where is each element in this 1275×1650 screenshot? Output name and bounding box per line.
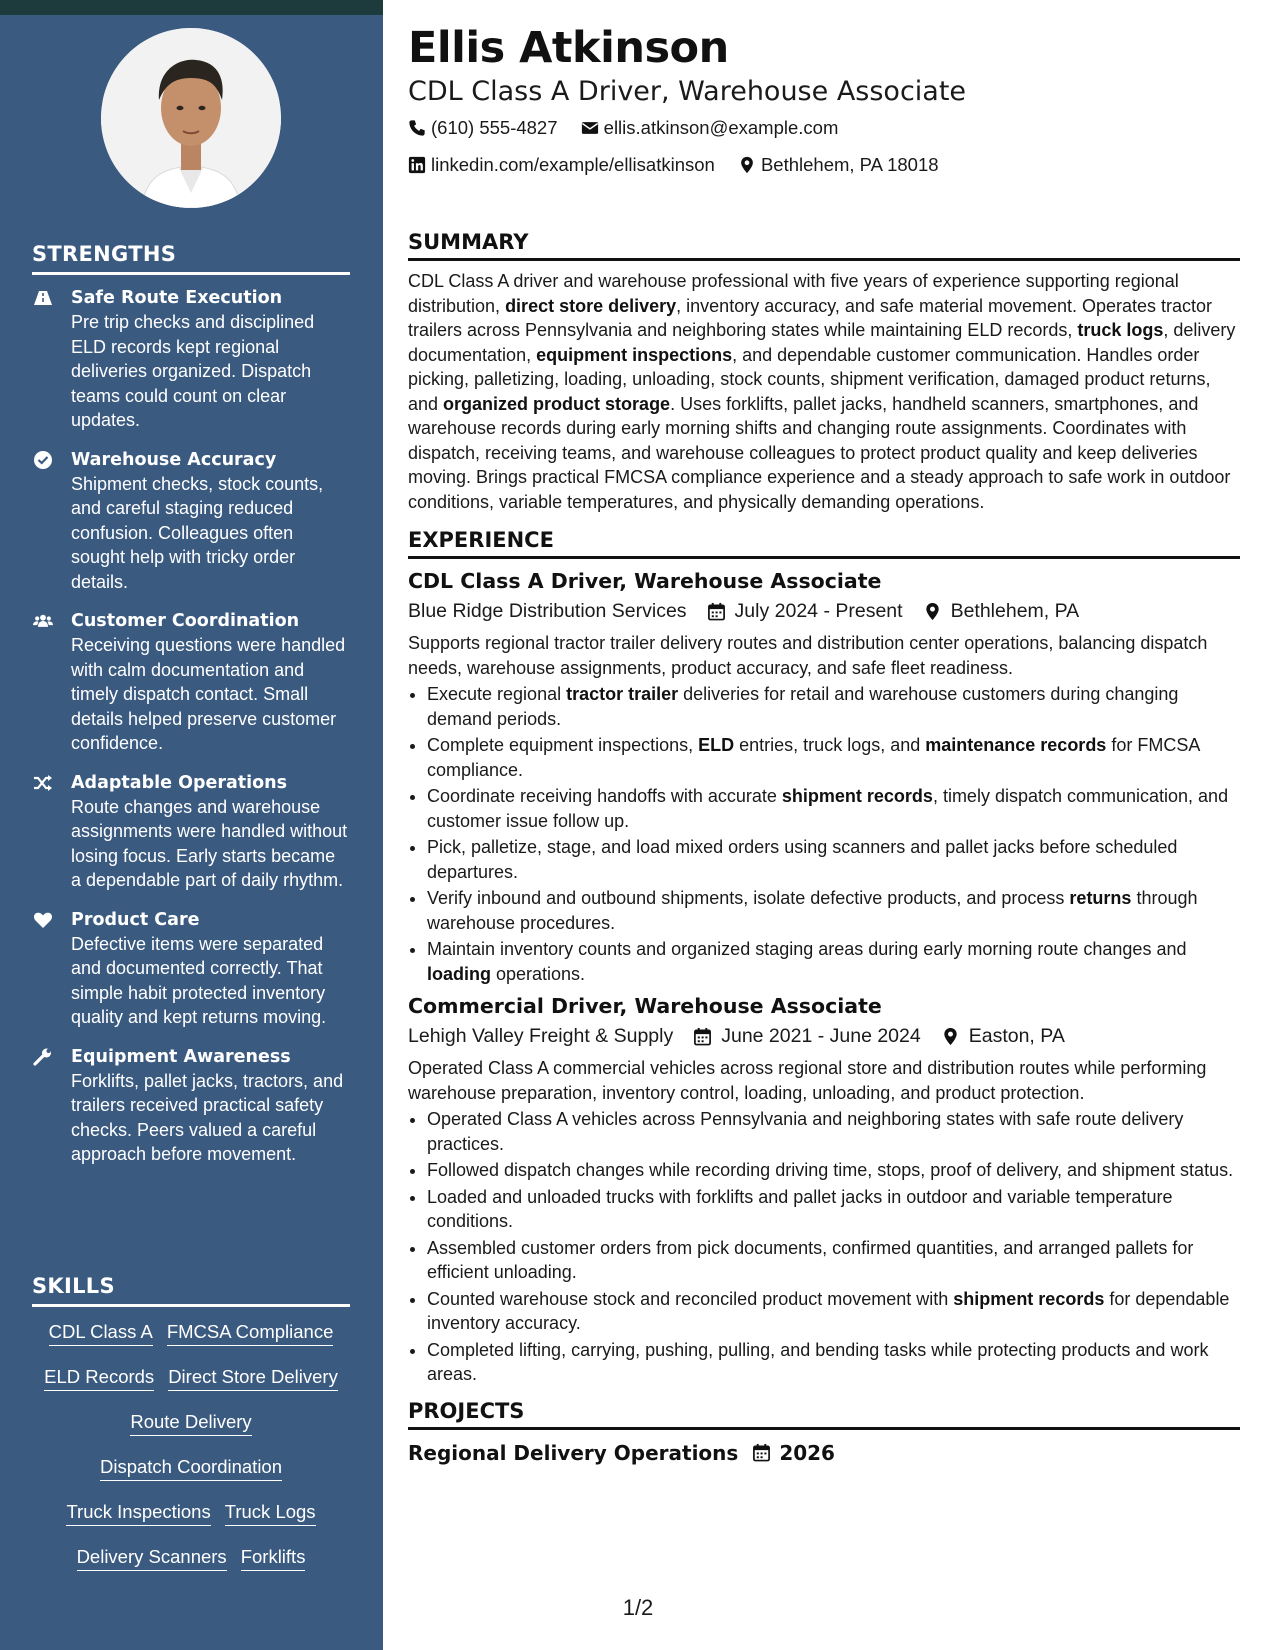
summary-segment: CDL Class A driver and warehouse professional with five years of experience supporting regional distribution, — [408, 271, 1179, 316]
skill-row — [32, 1455, 350, 1481]
job-bullet: • Counted warehouse stock and reconciled product movement with shipment records for dependable inventory accuracy. — [427, 1287, 1240, 1336]
job-description: Supports regional tractor trailer delivery routes and distribution center operations, balancing dispatch needs, warehouse assignments, product accuracy, and safe fleet readiness. — [408, 633, 1208, 678]
project-name: Regional Delivery Operations — [408, 1440, 739, 1465]
linkedin-text: linkedin.com/example/ellisatkinson — [431, 154, 715, 175]
phone-text: (610) 555-4827 — [431, 117, 558, 138]
contact-row — [408, 149, 1240, 184]
skill-tag: Route Delivery — [130, 1410, 251, 1436]
location-text: Bethlehem, PA 18018 — [760, 154, 939, 175]
experience-heading: EXPERIENCE — [408, 528, 1240, 559]
contact-row — [408, 112, 1240, 147]
job-bullet: • Operated Class A vehicles across Pennsylvania and neighboring states with safe route delivery practices. — [427, 1107, 1240, 1156]
projects-heading: PROJECTS — [408, 1399, 1240, 1430]
location-contact — [738, 149, 939, 181]
skill-row — [32, 1410, 350, 1436]
strength-title: Customer Coordination — [71, 611, 300, 631]
strength-description: Pre trip checks and disciplined ELD records kept regional deliveries organized. Dispatch teams could count on clear updates. — [71, 312, 315, 430]
job-bullet: • Complete equipment inspections, ELD entries, truck logs, and maintenance records for FMCSA compliance. — [427, 733, 1240, 782]
job-bullets — [408, 682, 1240, 986]
job-description: Operated Class A commercial vehicles across regional store and distribution routes while performing warehouse preparation, inventory control, loading, unloading, and product protection. — [408, 1058, 1207, 1103]
skill-tag: Direct Store Delivery — [168, 1365, 338, 1391]
job-meta — [408, 1020, 1240, 1052]
heart-icon — [32, 910, 54, 930]
strengths-list — [32, 286, 350, 1182]
strength-item — [32, 908, 350, 1030]
job-title: CDL Class A Driver, Warehouse Associate — [408, 569, 882, 593]
skills-list — [32, 1320, 350, 1590]
users-icon — [32, 611, 54, 631]
summary-segment: . Uses forklifts, pallet jacks, handheld scanners, smartphones, and warehouse records during early morning shifts and changing route assignments. Coordinates with dispatch, receiving teams, and warehouse colleagues to protect product quality and keep deliveries moving. Brings practical FMCSA compliance experience and a steady approach to safe work in outdoor conditions, variable temperatures, and physically demanding operations. — [408, 393, 1231, 512]
summary-keyword: organized product storage — [443, 393, 671, 414]
company-name: Blue Ridge Distribution Services — [408, 600, 687, 622]
summary-segment: , and dependable customer communication. Handles order picking, palletizing, loading, unloading, stock counts, shipment verification, damaged product returns, and — [408, 344, 1211, 414]
avatar — [101, 28, 281, 208]
job-dates: July 2024 - Present — [734, 600, 903, 622]
strengths-heading: STRENGTHS — [32, 242, 350, 275]
summary-keyword: truck logs — [1077, 320, 1164, 340]
strength-item — [32, 448, 350, 595]
sidebar — [0, 0, 383, 1650]
skill-row — [32, 1545, 350, 1571]
strength-title: Product Care — [71, 909, 200, 930]
summary-keyword: direct store delivery — [505, 295, 677, 316]
job-entry — [408, 567, 1240, 986]
skill-tag: ELD Records — [44, 1365, 154, 1391]
summary-segment: , inventory accuracy, and safe material movement. Operates tractor trailers across Pennsylvania and neighboring states while maintaining ELD records, — [408, 295, 1213, 340]
profile-photo — [101, 28, 281, 208]
wrench-icon — [32, 1047, 54, 1067]
skill-tag: Truck Logs — [225, 1500, 316, 1526]
job-bullet: • Followed dispatch changes while recording driving time, stops, proof of delivery, and shipment status. — [427, 1158, 1240, 1183]
strength-description: Receiving questions were handled with calm documentation and timely dispatch contact. Small details helped preserve customer confidence. — [71, 635, 346, 753]
strength-title: Equipment Awareness — [71, 1046, 291, 1067]
map-pin-icon — [738, 156, 756, 174]
summary-heading: SUMMARY — [408, 230, 1240, 261]
job-bullet: • Assembled customer orders from pick documents, confirmed quantities, and arranged pallets for efficient unloading. — [427, 1236, 1240, 1285]
strength-item — [32, 771, 350, 893]
envelope-icon — [581, 119, 599, 137]
job-meta — [408, 595, 1240, 627]
job-bullet: • Loaded and unloaded trucks with forklifts and pallet jacks in outdoor and variable temperature conditions. — [427, 1185, 1240, 1234]
company-name: Lehigh Valley Freight & Supply — [408, 1025, 674, 1047]
job-title: Commercial Driver, Warehouse Associate — [408, 994, 882, 1018]
skill-tag: Delivery Scanners — [77, 1545, 227, 1571]
job-bullet: • Execute regional tractor trailer deliveries for retail and warehouse customers during changing demand periods. — [427, 682, 1240, 731]
strength-description: Forklifts, pallet jacks, tractors, and trailers received practical safety checks. Peers valued a careful approach before movement. — [71, 1070, 344, 1164]
job-bullet: • Verify inbound and outbound shipments, isolate defective products, and process returns through warehouse procedures. — [427, 886, 1240, 935]
skill-tag: CDL Class A — [49, 1320, 153, 1346]
map-pin-icon — [941, 1027, 960, 1046]
calendar-icon — [707, 602, 726, 621]
phone-contact[interactable] — [408, 112, 558, 144]
summary-keyword: equipment inspections — [536, 344, 733, 365]
strength-description: Shipment checks, stock counts, and careful staging reduced confusion. Colleagues often sought help with tricky order details. — [71, 473, 324, 592]
skill-row — [32, 1365, 350, 1391]
job-bullet: • Coordinate receiving handoffs with accurate shipment records, timely dispatch communication, and customer issue follow up. — [427, 784, 1240, 833]
skill-row — [32, 1500, 350, 1526]
strength-description: Route changes and warehouse assignments were handled without losing focus. Early starts became a dependable part of daily rhythm. — [71, 796, 348, 890]
job-bullet: • Maintain inventory counts and organized staging areas during early morning route changes and loading operations. — [427, 937, 1240, 986]
calendar-icon — [693, 1027, 712, 1046]
skill-tag: Forklifts — [241, 1545, 306, 1571]
job-bullet: • Completed lifting, carrying, pushing, pulling, and bending tasks while protecting products and work areas. — [427, 1338, 1240, 1387]
job-dates: June 2021 - June 2024 — [721, 1025, 921, 1047]
job-bullets — [408, 1107, 1240, 1387]
main-content — [408, 22, 1240, 1468]
strength-item — [32, 286, 350, 433]
skill-tag: FMCSA Compliance — [167, 1320, 334, 1346]
check-circle-icon — [32, 450, 54, 470]
strength-title: Safe Route Execution — [71, 288, 283, 308]
email-contact[interactable] — [581, 112, 839, 144]
strength-item — [32, 1045, 350, 1167]
skill-row — [32, 1320, 350, 1346]
linkedin-icon — [408, 156, 426, 174]
project-entry — [408, 1438, 1240, 1468]
skills-heading: SKILLS — [32, 1274, 350, 1307]
candidate-role: CDL Class A Driver, Warehouse Associate — [408, 76, 967, 107]
email-text: ellis.atkinson@example.com — [603, 117, 839, 138]
skill-tag: Truck Inspections — [66, 1500, 210, 1526]
job-bullet: • Pick, palletize, stage, and load mixed orders using scanners and pallet jacks before scheduled departures. — [427, 835, 1240, 884]
sidebar-top-bar — [0, 0, 383, 15]
strength-title: Warehouse Accuracy — [71, 449, 277, 470]
skill-tag: Dispatch Coordination — [100, 1455, 282, 1481]
project-year: 2026 — [779, 1440, 835, 1465]
linkedin-contact[interactable] — [408, 149, 715, 181]
phone-icon — [408, 119, 426, 137]
job-location: Easton, PA — [968, 1025, 1065, 1047]
summary-text — [408, 269, 1240, 514]
strength-description: Defective items were separated and documented correctly. That simple habit protected inventory quality and kept returns moving. — [71, 933, 327, 1027]
shuffle-icon — [32, 773, 54, 793]
map-pin-icon — [923, 602, 942, 621]
road-icon — [32, 288, 54, 308]
strength-title: Adaptable Operations — [71, 772, 288, 793]
page-number: 1/2 — [622, 1595, 654, 1620]
summary-segment: , delivery documentation, — [408, 320, 1236, 365]
candidate-name: Ellis Atkinson — [408, 23, 729, 73]
strength-item — [32, 609, 350, 756]
calendar-icon — [752, 1443, 771, 1462]
job-entry — [408, 992, 1240, 1387]
job-location: Bethlehem, PA — [950, 600, 1080, 622]
